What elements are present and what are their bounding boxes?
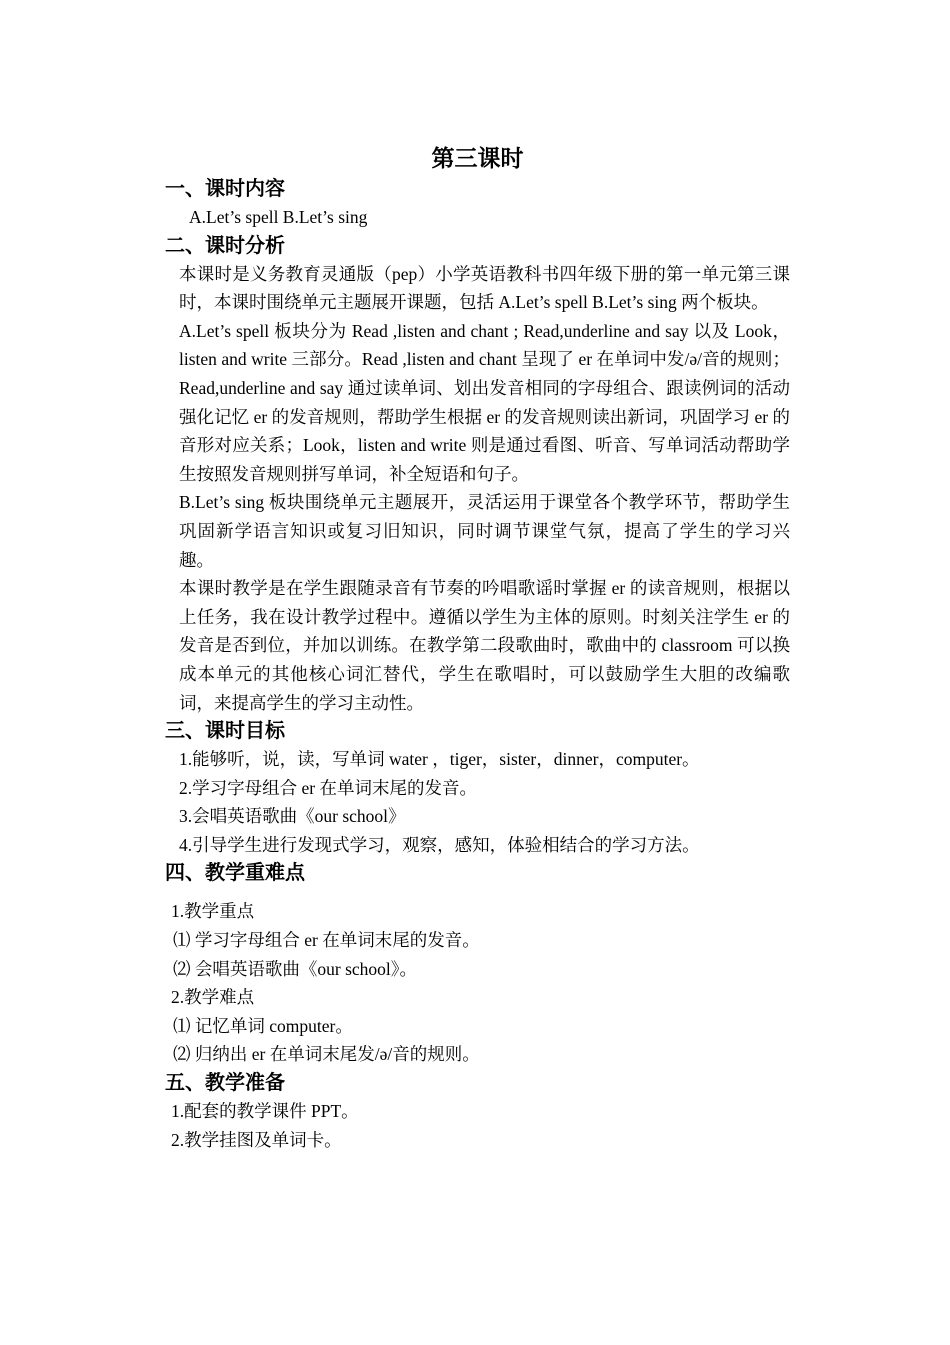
- analysis-paragraph: 本课时教学是在学生跟随录音有节奏的吟唱歌谣时掌握 er 的读音规则，根据以上任务，我在设计教学过程中。遵循以学生为主体的原则。时刻关注学生 er 的发音是否到位，并加以训练。在教学第二段歌曲时，歌曲中的 classroom 可以换成本单元的其他核心词汇替代，学生在歌唱时，可以鼓励学生大胆的改编歌词，来提高学生的学习主动性。: [179, 578, 790, 713]
- goal-item: 4.引导学生进行发现式学习，观察，感知，体验相结合的学习方法。: [179, 834, 700, 855]
- document-title: 第三课时: [431, 146, 524, 171]
- difficult-point-item: ⑵ 归纳出 er 在单词末尾发/ə/音的规则。: [173, 1044, 480, 1065]
- analysis-paragraph: A.Let’s spell 板块分为 Read ,listen and chant ; Read,underline and say 以及 Look，listen and write 三部分。Read ,listen and chant 呈现了 er 在单词中发/ə/音的规则；Read,underline and say 通过读单词、划出发音相同的字母组合、跟读例词的活动强化记忆 er 的发音规则，帮助学生根据 er 的发音规则读出新词，巩固学习 er 的音形对应关系；Look，listen and write 则是通过看图、听音、写单词活动帮助学生按照发音规则拼写单词，补全短语和句子。: [179, 320, 790, 484]
- key-point-item: ⑴ 学习字母组合 er 在单词末尾的发音。: [173, 930, 480, 951]
- section-heading-preparation: 五、教学准备: [165, 1072, 285, 1095]
- analysis-paragraph: B.Let’s sing 板块围绕单元主题展开，灵活运用于课堂各个教学环节，帮助学生巩固新学语言知识或复习旧知识，同时调节课堂气氛，提高了学生的学习兴趣。: [179, 492, 790, 570]
- section-heading-content: 一、课时内容: [165, 178, 285, 200]
- goal-item: 1.能够听，说，读，写单词 water ，tiger，sister，dinner，computer。: [179, 749, 700, 770]
- section-heading-key-points: 四、教学重难点: [165, 862, 305, 885]
- key-point-item: ⑵ 会唱英语歌曲《our school》。: [173, 958, 418, 979]
- goal-item: 2.学习字母组合 er 在单词末尾的发音。: [179, 777, 477, 798]
- preparation-item: 2.教学挂图及单词卡。: [171, 1129, 342, 1150]
- key-points-label: 1.教学重点: [171, 901, 255, 922]
- section-heading-analysis: 二、课时分析: [165, 234, 285, 257]
- lesson-content-text: A.Let’s spell B.Let’s sing: [189, 207, 368, 227]
- goal-item: 3.会唱英语歌曲《our school》: [179, 806, 406, 827]
- preparation-item: 1.配套的教学课件 PPT。: [171, 1101, 359, 1122]
- document-page: [165, 143, 790, 1154]
- section-heading-goals: 三、课时目标: [165, 720, 285, 743]
- difficult-points-label: 2.教学难点: [171, 987, 255, 1008]
- analysis-paragraph: 本课时是义务教育灵通版（pep）小学英语教科书四年级下册的第一单元第三课时，本课时围绕单元主题展开课题，包括 A.Let’s spell B.Let’s sing 两个板块。: [179, 263, 790, 313]
- difficult-point-item: ⑴ 记忆单词 computer。: [173, 1015, 353, 1036]
